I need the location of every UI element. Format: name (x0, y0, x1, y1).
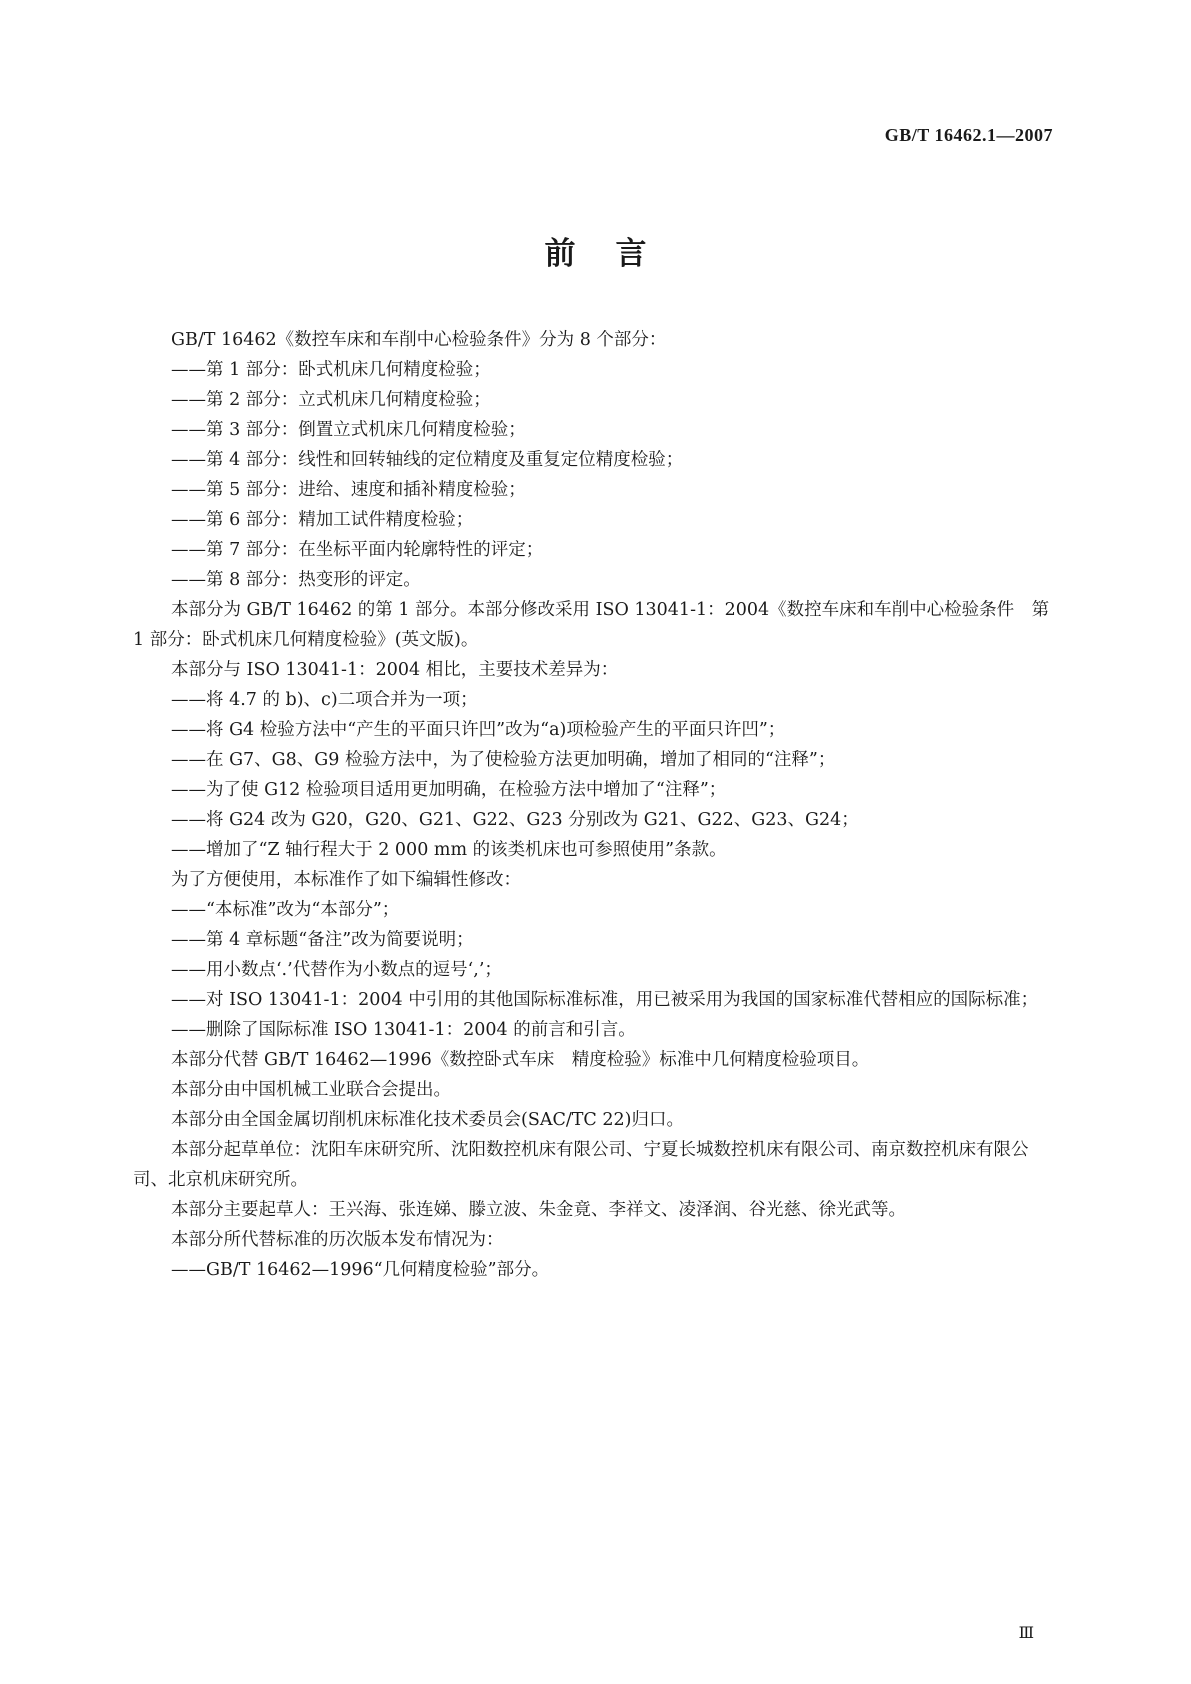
list-item: ——第 8 部分：热变形的评定。 (171, 570, 421, 590)
paragraph: 本部分起草单位：沈阳车床研究所、沈阳数控机床有限公司、宁夏长城数控机床有限公司、南京数控机床有限公司、北京机床研究所。 (133, 1140, 1029, 1190)
list-item: ——对 ISO 13041-1：2004 中引用的其他国际标准标准，用已被采用为我国的国家标准代替相应的国际标准； (171, 990, 1039, 1010)
list-item: ——第 7 部分：在坐标平面内轮廓特性的评定； (171, 540, 544, 560)
list-item: ——将 G4 检验方法中“产生的平面只许凹”改为“a)项检验产生的平面只许凹”； (171, 720, 786, 740)
list-item: ——将 4.7 的 b)、c)二项合并为一项； (171, 690, 478, 710)
paragraph: 本部分与 ISO 13041-1：2004 相比，主要技术差异为： (171, 660, 619, 680)
list-item: ——第 1 部分：卧式机床几何精度检验； (171, 360, 491, 380)
page-number: Ⅲ (1018, 1625, 1034, 1642)
list-item: ——将 G24 改为 G20，G20、G21、G22、G23 分别改为 G21、G22、G23、G24； (171, 810, 859, 830)
paragraph: 本部分所代替标准的历次版本发布情况为： (171, 1230, 504, 1250)
list-item: ——第 3 部分：倒置立式机床几何精度检验； (171, 420, 526, 440)
list-item: ——增加了“Z 轴行程大于 2 000 mm 的该类机床也可参照使用”条款。 (171, 840, 727, 860)
list-item: ——“本标准”改为“本部分”； (171, 900, 400, 920)
paragraph: 为了方便使用，本标准作了如下编辑性修改： (171, 870, 521, 890)
paragraph: 本部分主要起草人：王兴海、张连娣、滕立波、朱金竟、李祥文、凌泽润、谷光慈、徐光武等。 (171, 1200, 906, 1220)
list-item: ——第 5 部分：进给、速度和插补精度检验； (171, 480, 526, 500)
paragraph: GB/T 16462《数控车床和车削中心检验条件》分为 8 个部分： (171, 330, 667, 350)
standard-code: GB/T 16462.1—2007 (884, 125, 1053, 145)
paragraph: 本部分为 GB/T 16462 的第 1 部分。本部分修改采用 ISO 13041-1：2004《数控车床和车削中心检验条件 第 1 部分：卧式机床几何精度检验》(英文版)。 (133, 600, 1050, 650)
page-title: 前言 (544, 236, 687, 272)
paragraph: 本部分由全国金属切削机床标准化技术委员会(SAC/TC 22)归口。 (171, 1110, 684, 1130)
list-item: ——GB/T 16462—1996“几何精度检验”部分。 (171, 1260, 550, 1280)
list-item: ——在 G7、G8、G9 检验方法中，为了使检验方法更加明确，增加了相同的“注释”； (171, 750, 836, 770)
list-item: ——第 2 部分：立式机床几何精度检验； (171, 390, 491, 410)
paragraph: 本部分代替 GB/T 16462—1996《数控卧式车床 精度检验》标准中几何精度检验项目。 (171, 1050, 870, 1070)
list-item: ——用小数点‘.’代替作为小数点的逗号‘,’； (171, 960, 502, 980)
list-item: ——删除了国际标准 ISO 13041-1：2004 的前言和引言。 (171, 1020, 636, 1040)
list-item: ——为了使 G12 检验项目适用更加明确，在检验方法中增加了“注释”； (171, 780, 727, 800)
document-body (133, 325, 1063, 1285)
paragraph: 本部分由中国机械工业联合会提出。 (171, 1080, 451, 1100)
list-item: ——第 6 部分：精加工试件精度检验； (171, 510, 474, 530)
list-item: ——第 4 部分：线性和回转轴线的定位精度及重复定位精度检验； (171, 450, 684, 470)
list-item: ——第 4 章标题“备注”改为简要说明； (171, 930, 474, 950)
